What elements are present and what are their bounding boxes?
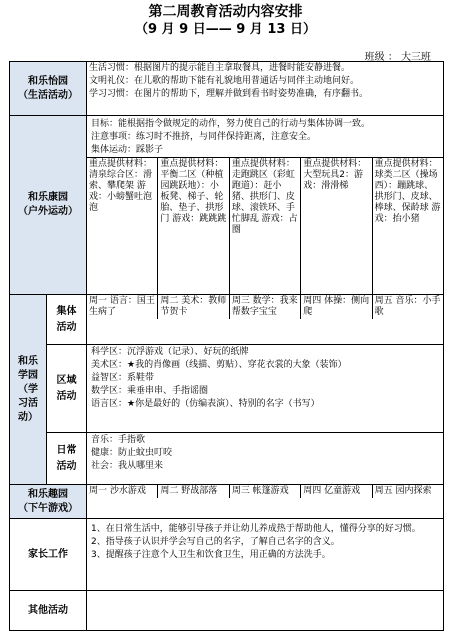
collective-activity-label xyxy=(47,295,87,345)
fun-monday: 周一 沙水游戏 xyxy=(89,486,146,496)
area-item-math: 数学区：乘垂串串、手指谣圈 xyxy=(91,386,209,396)
parents-item-2: 2、指导孩子认识并学会写自己的名字，了解自己名字的含义。 xyxy=(91,537,340,547)
fun-wednesday: 周三 帐篷游戏 xyxy=(229,485,300,498)
daily-item-music: 音乐：手指歌 xyxy=(91,435,146,445)
health-section-name: 和乐康园 xyxy=(28,192,68,203)
parents-item-1: 1、在日常生活中，能够引导孩子并让幼儿养成热于帮助他人，懂得分享的好习惯。 xyxy=(91,524,421,534)
study-section-name-2: 学园 xyxy=(18,369,38,381)
area-label-1: 区域 xyxy=(56,374,77,386)
page-title: 第二周教育活动内容安排 xyxy=(148,4,303,20)
fun-tuesday: 周二 野战部落 xyxy=(157,485,228,498)
fun-section-header xyxy=(10,485,87,519)
fun-thursday: 周四 亿童游戏 xyxy=(300,485,371,498)
life-item-study-habit: 学习习惯：在图片的帮助下，理解并做到看书时姿势准确，有序翻书。 xyxy=(89,89,369,99)
health-content xyxy=(87,116,444,295)
area-item-science: 科学区：沉浮游戏（记录）、好玩的纸牌 xyxy=(91,347,249,357)
daily-activity-content xyxy=(87,433,444,485)
study-section-name-1: 和乐 xyxy=(18,355,38,367)
daily-activity-label xyxy=(47,433,87,485)
study-section-header xyxy=(10,295,47,485)
parents-content xyxy=(87,519,444,591)
collective-tuesday: 周二 美术：教师节贺卡 xyxy=(157,295,228,319)
health-area-2: 重点提供材料：平衡二区（种植园跳跃地）：小板凳、梯子、轮胎、垫子、拱形门 游戏：跳跳跳 xyxy=(157,158,228,294)
fun-section-name: 和乐趣园 xyxy=(28,488,68,500)
class-label: 班级 ： 大三班 xyxy=(364,52,431,63)
daily-item-society: 社会：我从哪里来 xyxy=(91,461,164,471)
health-area-5: 重点提供材料：球类二区（操场西）：蹦跳球、拱形门、皮球、棒球、保龄球 游戏：抬小猪 xyxy=(372,158,443,294)
health-notice: 注意事项：练习时不推挤，与同伴保持距离，注意安全。 xyxy=(91,132,317,142)
other-content xyxy=(87,591,444,631)
life-section-subtitle: （生活活动） xyxy=(18,89,78,101)
health-section-header xyxy=(10,116,87,295)
daily-label-2: 活动 xyxy=(56,460,77,472)
health-group-sport: 集体运动：踩影子 xyxy=(91,145,164,155)
collective-activity-content xyxy=(87,295,444,345)
collective-wednesday: 周三 数学：我来帮数字宝宝 xyxy=(229,295,300,319)
daily-item-health: 健康：防止蚊虫叮咬 xyxy=(91,448,173,458)
fun-friday: 周五 园内探索 xyxy=(372,485,443,498)
study-section-name-5: 动） xyxy=(18,411,38,423)
life-content xyxy=(87,62,444,116)
parents-item-3: 3、提醒孩子注意个人卫生和饮食卫生，用正确的方法洗手。 xyxy=(91,550,331,560)
parents-section-header xyxy=(10,519,87,591)
area-item-language: 语言区：★你是最好的（仿编表演）、特别的名字（书写） xyxy=(91,399,320,409)
collective-friday: 周五 音乐：小手歌 xyxy=(372,295,443,319)
health-goal: 目标：能根据指令做规定的动作，努力使自己的行动与集体协调一致。 xyxy=(91,119,371,129)
area-activity-content xyxy=(87,345,444,433)
area-activity-label xyxy=(47,345,87,433)
health-area-4: 重点提供材料：大型玩具2：游戏：滑滑梯 xyxy=(300,158,371,294)
life-section-header xyxy=(10,62,87,116)
date-range: （9 月 9 日—— 9 月 13 日） xyxy=(135,22,316,37)
schedule-table xyxy=(9,61,444,631)
area-item-art: 美术区：★我的肖像画（线描、剪贴）、穿花衣裳的大象（装饰） xyxy=(91,360,347,370)
collective-label-1: 集体 xyxy=(56,305,77,317)
health-area-3: 重点提供材料：走跑跳区（彩虹跑道）：赶小猪、拱形门、皮球、滚铁环、手忙脚乱 游戏：占圈 xyxy=(229,158,300,294)
study-section-name-3: （学 xyxy=(18,383,38,395)
daily-label-1: 日常 xyxy=(56,444,77,456)
fun-content xyxy=(87,485,444,519)
study-section-name-4: 习活 xyxy=(18,397,38,409)
other-section-header xyxy=(10,591,87,631)
other-section-label: 其他活动 xyxy=(28,604,68,616)
health-area-1: 重点提供材料：清泉综合区：滑索、攀爬架 游戏：小螃蟹吐泡泡 xyxy=(89,159,153,213)
collective-thursday: 周四 体操：侧向爬 xyxy=(300,295,371,319)
fun-section-subtitle: （下午游戏） xyxy=(18,502,78,514)
collective-label-2: 活动 xyxy=(56,321,77,333)
life-item-habit: 生活习惯：根据图片的提示能自主拿取餐具，进餐时能安静进餐。 xyxy=(89,63,351,73)
health-section-subtitle: （户外运动） xyxy=(18,206,78,217)
parents-section-label: 家长工作 xyxy=(28,548,68,560)
life-section-name: 和乐怡园 xyxy=(28,75,68,87)
life-item-etiquette: 文明礼仪：在儿歌的帮助下能有礼貌地用普通话与同伴主动地问好。 xyxy=(89,76,360,86)
area-label-2: 活动 xyxy=(56,390,77,402)
area-item-puzzle: 益智区：系鞋带 xyxy=(91,373,155,383)
collective-monday: 周一 语言：国王生病了 xyxy=(89,296,155,317)
